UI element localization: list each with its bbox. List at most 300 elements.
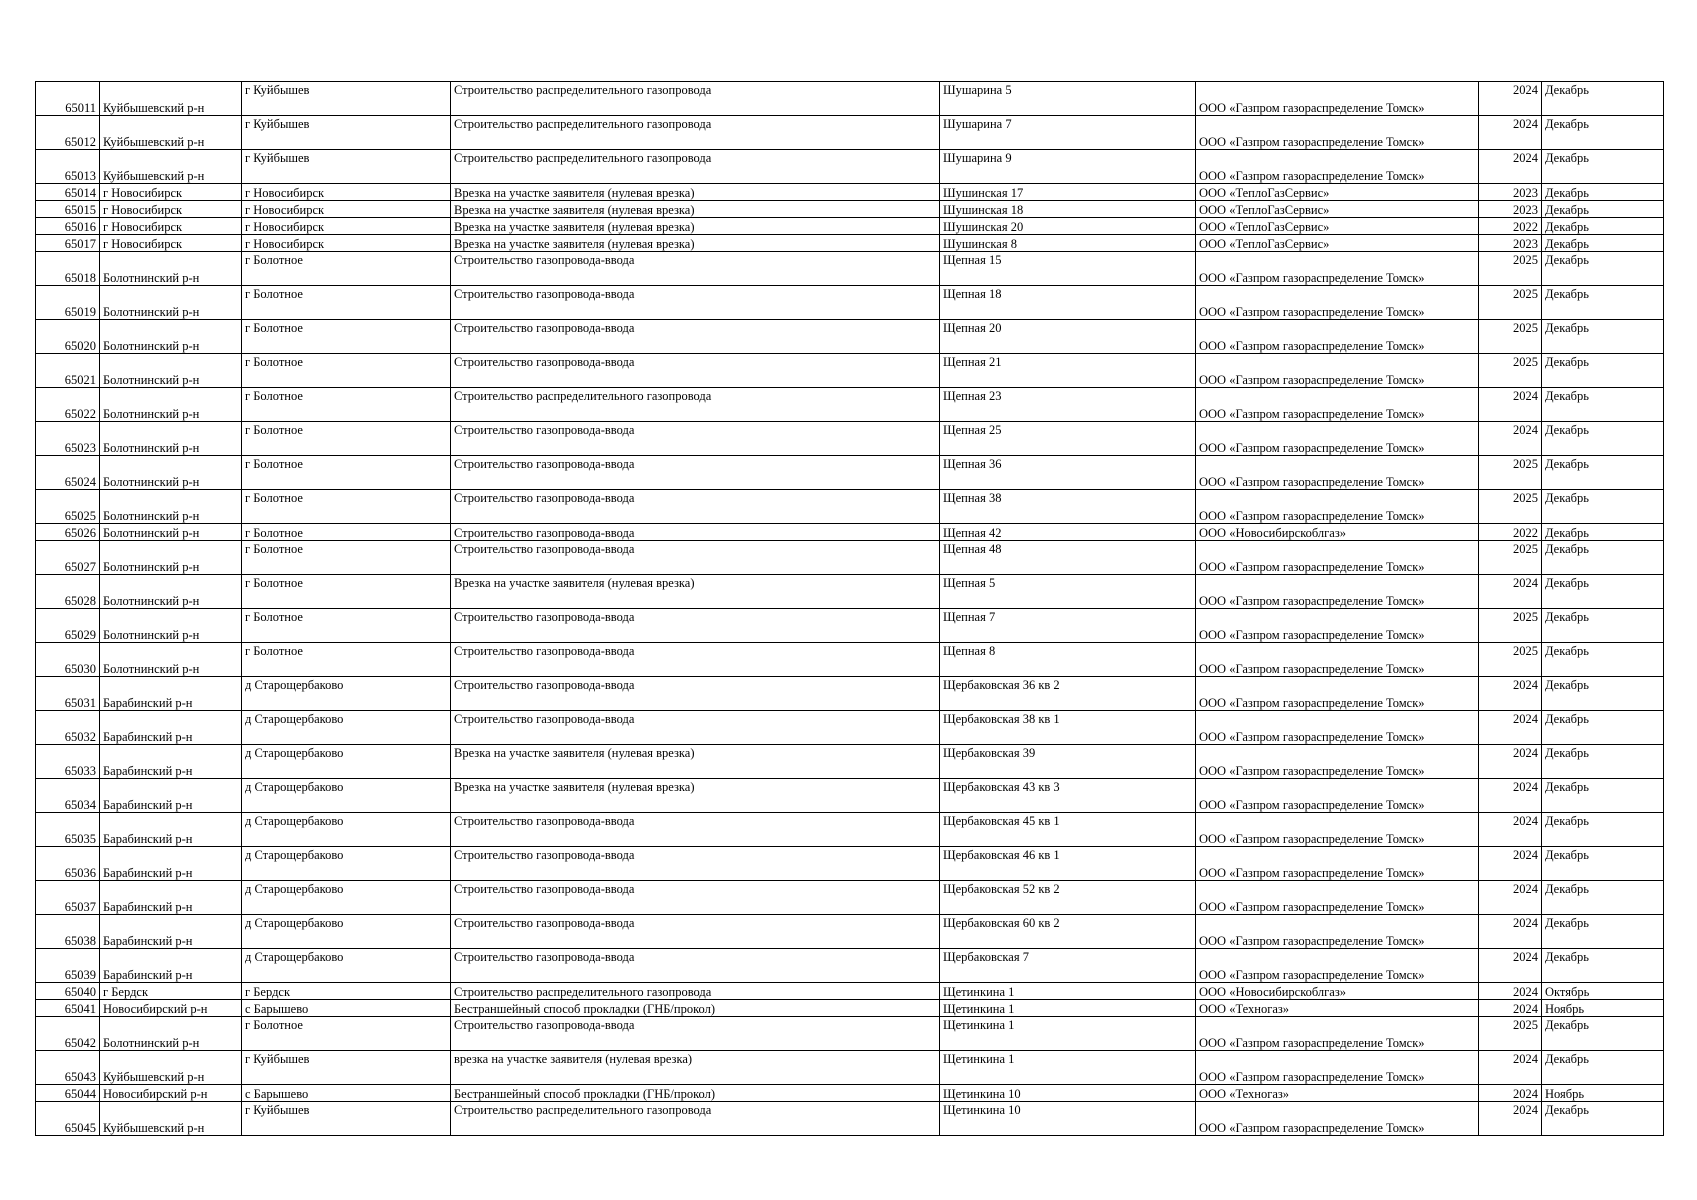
organization-cell: ООО «Газпром газораспределение Томск»	[1196, 779, 1479, 813]
month-cell: Декабрь	[1542, 235, 1664, 252]
year-cell: 2024	[1479, 1000, 1542, 1017]
address-cell: Щербаковская 45 кв 1	[940, 813, 1196, 847]
district-cell: г Новосибирск	[100, 218, 242, 235]
work-type-cell: Строительство газопровода-ввода	[451, 711, 940, 745]
table-row	[36, 949, 1664, 983]
year-cell: 2025	[1479, 1017, 1542, 1051]
year-cell: 2024	[1479, 915, 1542, 949]
organization-cell: ООО «Газпром газораспределение Томск»	[1196, 286, 1479, 320]
table-row	[36, 881, 1664, 915]
row-id-cell: 65040	[36, 983, 100, 1000]
settlement-cell: г Болотное	[242, 286, 451, 320]
settlement-cell: г Новосибирск	[242, 201, 451, 218]
row-id-cell: 65021	[36, 354, 100, 388]
month-cell: Октябрь	[1542, 983, 1664, 1000]
organization-cell: ООО «Газпром газораспределение Томск»	[1196, 881, 1479, 915]
work-type-cell: Бестраншейный способ прокладки (ГНБ/прокол)	[451, 1000, 940, 1017]
work-type-cell: врезка на участке заявителя (нулевая врезка)	[451, 1051, 940, 1085]
organization-cell: ООО «Газпром газораспределение Томск»	[1196, 320, 1479, 354]
table-row	[36, 1085, 1664, 1102]
settlement-cell: г Болотное	[242, 354, 451, 388]
work-type-cell: Строительство распределительного газопровода	[451, 388, 940, 422]
work-type-cell: Строительство газопровода-ввода	[451, 949, 940, 983]
table-row	[36, 116, 1664, 150]
year-cell: 2024	[1479, 422, 1542, 456]
organization-cell: ООО «ТеплоГазСервис»	[1196, 218, 1479, 235]
address-cell: Шушарина 9	[940, 150, 1196, 184]
address-cell: Щербаковская 60 кв 2	[940, 915, 1196, 949]
table-row	[36, 235, 1664, 252]
work-type-cell: Строительство газопровода-ввода	[451, 456, 940, 490]
month-cell: Декабрь	[1542, 490, 1664, 524]
address-cell: Щепная 38	[940, 490, 1196, 524]
settlement-cell: г Болотное	[242, 456, 451, 490]
organization-cell: ООО «Новосибирскоблгаз»	[1196, 524, 1479, 541]
gas-works-table	[35, 81, 1664, 1136]
organization-cell: ООО «Газпром газораспределение Томск»	[1196, 1102, 1479, 1136]
table-row	[36, 456, 1664, 490]
organization-cell: ООО «Газпром газораспределение Томск»	[1196, 388, 1479, 422]
year-cell: 2024	[1479, 711, 1542, 745]
settlement-cell: г Болотное	[242, 388, 451, 422]
address-cell: Шушарина 7	[940, 116, 1196, 150]
settlement-cell: г Болотное	[242, 252, 451, 286]
work-type-cell: Строительство распределительного газопровода	[451, 983, 940, 1000]
month-cell: Ноябрь	[1542, 1085, 1664, 1102]
district-cell: Болотнинский р-н	[100, 252, 242, 286]
settlement-cell: г Куйбышев	[242, 1051, 451, 1085]
organization-cell: ООО «Газпром газораспределение Томск»	[1196, 575, 1479, 609]
organization-cell: ООО «Газпром газораспределение Томск»	[1196, 422, 1479, 456]
district-cell: Болотнинский р-н	[100, 456, 242, 490]
row-id-cell: 65027	[36, 541, 100, 575]
address-cell: Щепная 48	[940, 541, 1196, 575]
gas-works-table-sheet	[35, 81, 1663, 1136]
settlement-cell: г Куйбышев	[242, 82, 451, 116]
work-type-cell: Строительство газопровода-ввода	[451, 915, 940, 949]
year-cell: 2024	[1479, 677, 1542, 711]
row-id-cell: 65038	[36, 915, 100, 949]
row-id-cell: 65016	[36, 218, 100, 235]
row-id-cell: 65025	[36, 490, 100, 524]
table-row	[36, 82, 1664, 116]
month-cell: Декабрь	[1542, 779, 1664, 813]
address-cell: Щепная 8	[940, 643, 1196, 677]
year-cell: 2024	[1479, 881, 1542, 915]
organization-cell: ООО «Газпром газораспределение Томск»	[1196, 252, 1479, 286]
settlement-cell: г Куйбышев	[242, 116, 451, 150]
work-type-cell: Строительство газопровода-ввода	[451, 1017, 940, 1051]
month-cell: Декабрь	[1542, 711, 1664, 745]
settlement-cell: г Новосибирск	[242, 235, 451, 252]
district-cell: г Новосибирск	[100, 201, 242, 218]
district-cell: Барабинский р-н	[100, 779, 242, 813]
address-cell: Щербаковская 39	[940, 745, 1196, 779]
address-cell: Щепная 15	[940, 252, 1196, 286]
row-id-cell: 65023	[36, 422, 100, 456]
row-id-cell: 65034	[36, 779, 100, 813]
row-id-cell: 65028	[36, 575, 100, 609]
row-id-cell: 65030	[36, 643, 100, 677]
organization-cell: ООО «ТеплоГазСервис»	[1196, 184, 1479, 201]
row-id-cell: 65017	[36, 235, 100, 252]
month-cell: Декабрь	[1542, 881, 1664, 915]
row-id-cell: 65019	[36, 286, 100, 320]
month-cell: Декабрь	[1542, 252, 1664, 286]
year-cell: 2025	[1479, 456, 1542, 490]
organization-cell: ООО «Новосибирскоблгаз»	[1196, 983, 1479, 1000]
district-cell: г Бердск	[100, 983, 242, 1000]
row-id-cell: 65022	[36, 388, 100, 422]
work-type-cell: Строительство распределительного газопровода	[451, 1102, 940, 1136]
address-cell: Щетинкина 1	[940, 983, 1196, 1000]
row-id-cell: 65042	[36, 1017, 100, 1051]
settlement-cell: г Болотное	[242, 524, 451, 541]
year-cell: 2024	[1479, 847, 1542, 881]
settlement-cell: с Барышево	[242, 1085, 451, 1102]
organization-cell: ООО «ТеплоГазСервис»	[1196, 201, 1479, 218]
settlement-cell: г Болотное	[242, 1017, 451, 1051]
settlement-cell: г Куйбышев	[242, 150, 451, 184]
month-cell: Декабрь	[1542, 524, 1664, 541]
organization-cell: ООО «ТеплоГазСервис»	[1196, 235, 1479, 252]
settlement-cell: с Барышево	[242, 1000, 451, 1017]
table-row	[36, 1102, 1664, 1136]
month-cell: Декабрь	[1542, 201, 1664, 218]
work-type-cell: Строительство газопровода-ввода	[451, 252, 940, 286]
year-cell: 2024	[1479, 949, 1542, 983]
settlement-cell: д Старощербаково	[242, 847, 451, 881]
organization-cell: ООО «Газпром газораспределение Томск»	[1196, 677, 1479, 711]
work-type-cell: Врезка на участке заявителя (нулевая врезка)	[451, 575, 940, 609]
address-cell: Щербаковская 36 кв 2	[940, 677, 1196, 711]
month-cell: Декабрь	[1542, 354, 1664, 388]
organization-cell: ООО «Газпром газораспределение Томск»	[1196, 354, 1479, 388]
table-row	[36, 252, 1664, 286]
year-cell: 2022	[1479, 524, 1542, 541]
organization-cell: ООО «Газпром газораспределение Томск»	[1196, 813, 1479, 847]
district-cell: Болотнинский р-н	[100, 524, 242, 541]
settlement-cell: д Старощербаково	[242, 745, 451, 779]
work-type-cell: Врезка на участке заявителя (нулевая врезка)	[451, 184, 940, 201]
year-cell: 2023	[1479, 201, 1542, 218]
year-cell: 2024	[1479, 388, 1542, 422]
address-cell: Щепная 25	[940, 422, 1196, 456]
district-cell: Новосибирский р-н	[100, 1085, 242, 1102]
address-cell: Щербаковская 43 кв 3	[940, 779, 1196, 813]
table-row	[36, 779, 1664, 813]
district-cell: Куйбышевский р-н	[100, 116, 242, 150]
table-row	[36, 286, 1664, 320]
address-cell: Шушинская 18	[940, 201, 1196, 218]
work-type-cell: Врезка на участке заявителя (нулевая врезка)	[451, 218, 940, 235]
district-cell: Болотнинский р-н	[100, 286, 242, 320]
district-cell: Болотнинский р-н	[100, 354, 242, 388]
work-type-cell: Строительство газопровода-ввода	[451, 643, 940, 677]
organization-cell: ООО «Газпром газораспределение Томск»	[1196, 1051, 1479, 1085]
settlement-cell: г Болотное	[242, 422, 451, 456]
month-cell: Декабрь	[1542, 643, 1664, 677]
settlement-cell: г Новосибирск	[242, 184, 451, 201]
row-id-cell: 65015	[36, 201, 100, 218]
settlement-cell: г Болотное	[242, 643, 451, 677]
year-cell: 2024	[1479, 116, 1542, 150]
year-cell: 2023	[1479, 184, 1542, 201]
settlement-cell: д Старощербаково	[242, 711, 451, 745]
table-row	[36, 1000, 1664, 1017]
table-row	[36, 354, 1664, 388]
settlement-cell: г Болотное	[242, 609, 451, 643]
table-row	[36, 1051, 1664, 1085]
district-cell: г Новосибирск	[100, 235, 242, 252]
table-row	[36, 609, 1664, 643]
table-row	[36, 541, 1664, 575]
table-row	[36, 643, 1664, 677]
address-cell: Щепная 21	[940, 354, 1196, 388]
address-cell: Щепная 7	[940, 609, 1196, 643]
organization-cell: ООО «Техногаз»	[1196, 1000, 1479, 1017]
address-cell: Щербаковская 52 кв 2	[940, 881, 1196, 915]
row-id-cell: 65014	[36, 184, 100, 201]
organization-cell: ООО «Газпром газораспределение Томск»	[1196, 609, 1479, 643]
row-id-cell: 65031	[36, 677, 100, 711]
work-type-cell: Строительство газопровода-ввода	[451, 609, 940, 643]
address-cell: Шушарина 5	[940, 82, 1196, 116]
work-type-cell: Строительство газопровода-ввода	[451, 354, 940, 388]
year-cell: 2024	[1479, 983, 1542, 1000]
table-row	[36, 201, 1664, 218]
work-type-cell: Бестраншейный способ прокладки (ГНБ/прокол)	[451, 1085, 940, 1102]
address-cell: Шушинская 17	[940, 184, 1196, 201]
district-cell: Барабинский р-н	[100, 711, 242, 745]
district-cell: г Новосибирск	[100, 184, 242, 201]
organization-cell: ООО «Газпром газораспределение Томск»	[1196, 1017, 1479, 1051]
address-cell: Щетинкина 10	[940, 1085, 1196, 1102]
address-cell: Щетинкина 1	[940, 1051, 1196, 1085]
work-type-cell: Строительство газопровода-ввода	[451, 320, 940, 354]
address-cell: Щербаковская 38 кв 1	[940, 711, 1196, 745]
address-cell: Щепная 23	[940, 388, 1196, 422]
organization-cell: ООО «Газпром газораспределение Томск»	[1196, 490, 1479, 524]
settlement-cell: г Бердск	[242, 983, 451, 1000]
row-id-cell: 65044	[36, 1085, 100, 1102]
settlement-cell: д Старощербаково	[242, 949, 451, 983]
year-cell: 2024	[1479, 150, 1542, 184]
month-cell: Декабрь	[1542, 575, 1664, 609]
table-row	[36, 711, 1664, 745]
year-cell: 2025	[1479, 609, 1542, 643]
settlement-cell: г Болотное	[242, 320, 451, 354]
settlement-cell: д Старощербаково	[242, 677, 451, 711]
table-row	[36, 983, 1664, 1000]
district-cell: Болотнинский р-н	[100, 422, 242, 456]
district-cell: Болотнинский р-н	[100, 541, 242, 575]
table-row	[36, 184, 1664, 201]
row-id-cell: 65013	[36, 150, 100, 184]
organization-cell: ООО «Газпром газораспределение Томск»	[1196, 915, 1479, 949]
table-row	[36, 1017, 1664, 1051]
settlement-cell: д Старощербаково	[242, 779, 451, 813]
month-cell: Декабрь	[1542, 813, 1664, 847]
settlement-cell: г Болотное	[242, 541, 451, 575]
month-cell: Декабрь	[1542, 541, 1664, 575]
month-cell: Декабрь	[1542, 184, 1664, 201]
month-cell: Декабрь	[1542, 949, 1664, 983]
year-cell: 2022	[1479, 218, 1542, 235]
table-row	[36, 150, 1664, 184]
table-row	[36, 524, 1664, 541]
year-cell: 2024	[1479, 1102, 1542, 1136]
district-cell: Болотнинский р-н	[100, 575, 242, 609]
year-cell: 2024	[1479, 779, 1542, 813]
district-cell: Барабинский р-н	[100, 949, 242, 983]
district-cell: Куйбышевский р-н	[100, 1102, 242, 1136]
district-cell: Новосибирский р-н	[100, 1000, 242, 1017]
month-cell: Декабрь	[1542, 609, 1664, 643]
row-id-cell: 65041	[36, 1000, 100, 1017]
row-id-cell: 65029	[36, 609, 100, 643]
district-cell: Болотнинский р-н	[100, 320, 242, 354]
work-type-cell: Строительство газопровода-ввода	[451, 881, 940, 915]
work-type-cell: Строительство газопровода-ввода	[451, 524, 940, 541]
row-id-cell: 65018	[36, 252, 100, 286]
row-id-cell: 65026	[36, 524, 100, 541]
month-cell: Декабрь	[1542, 456, 1664, 490]
year-cell: 2024	[1479, 745, 1542, 779]
organization-cell: ООО «Газпром газораспределение Томск»	[1196, 116, 1479, 150]
district-cell: Барабинский р-н	[100, 915, 242, 949]
organization-cell: ООО «Газпром газораспределение Томск»	[1196, 949, 1479, 983]
address-cell: Шушинская 20	[940, 218, 1196, 235]
year-cell: 2024	[1479, 82, 1542, 116]
organization-cell: ООО «Техногаз»	[1196, 1085, 1479, 1102]
year-cell: 2025	[1479, 354, 1542, 388]
settlement-cell: г Болотное	[242, 490, 451, 524]
month-cell: Ноябрь	[1542, 1000, 1664, 1017]
table-row	[36, 745, 1664, 779]
work-type-cell: Строительство газопровода-ввода	[451, 847, 940, 881]
address-cell: Щепная 36	[940, 456, 1196, 490]
address-cell: Щетинкина 1	[940, 1017, 1196, 1051]
district-cell: Барабинский р-н	[100, 847, 242, 881]
work-type-cell: Строительство газопровода-ввода	[451, 813, 940, 847]
settlement-cell: г Болотное	[242, 575, 451, 609]
table-row	[36, 490, 1664, 524]
year-cell: 2024	[1479, 575, 1542, 609]
month-cell: Декабрь	[1542, 847, 1664, 881]
table-row	[36, 915, 1664, 949]
district-cell: Куйбышевский р-н	[100, 150, 242, 184]
district-cell: Барабинский р-н	[100, 881, 242, 915]
address-cell: Щербаковская 7	[940, 949, 1196, 983]
organization-cell: ООО «Газпром газораспределение Томск»	[1196, 711, 1479, 745]
address-cell: Щетинкина 1	[940, 1000, 1196, 1017]
address-cell: Щепная 20	[940, 320, 1196, 354]
district-cell: Болотнинский р-н	[100, 388, 242, 422]
organization-cell: ООО «Газпром газораспределение Томск»	[1196, 541, 1479, 575]
year-cell: 2025	[1479, 490, 1542, 524]
work-type-cell: Врезка на участке заявителя (нулевая врезка)	[451, 779, 940, 813]
settlement-cell: д Старощербаково	[242, 813, 451, 847]
district-cell: Болотнинский р-н	[100, 490, 242, 524]
work-type-cell: Врезка на участке заявителя (нулевая врезка)	[451, 201, 940, 218]
month-cell: Декабрь	[1542, 1102, 1664, 1136]
district-cell: Болотнинский р-н	[100, 609, 242, 643]
settlement-cell: д Старощербаково	[242, 915, 451, 949]
organization-cell: ООО «Газпром газораспределение Томск»	[1196, 150, 1479, 184]
table-row	[36, 320, 1664, 354]
month-cell: Декабрь	[1542, 745, 1664, 779]
work-type-cell: Строительство газопровода-ввода	[451, 286, 940, 320]
district-cell: Барабинский р-н	[100, 813, 242, 847]
month-cell: Декабрь	[1542, 150, 1664, 184]
year-cell: 2024	[1479, 1085, 1542, 1102]
month-cell: Декабрь	[1542, 82, 1664, 116]
district-cell: Барабинский р-н	[100, 745, 242, 779]
district-cell: Барабинский р-н	[100, 677, 242, 711]
year-cell: 2023	[1479, 235, 1542, 252]
row-id-cell: 65011	[36, 82, 100, 116]
work-type-cell: Строительство распределительного газопровода	[451, 116, 940, 150]
organization-cell: ООО «Газпром газораспределение Томск»	[1196, 456, 1479, 490]
row-id-cell: 65036	[36, 847, 100, 881]
work-type-cell: Строительство распределительного газопровода	[451, 82, 940, 116]
organization-cell: ООО «Газпром газораспределение Томск»	[1196, 82, 1479, 116]
month-cell: Декабрь	[1542, 218, 1664, 235]
address-cell: Щербаковская 46 кв 1	[940, 847, 1196, 881]
work-type-cell: Строительство газопровода-ввода	[451, 677, 940, 711]
row-id-cell: 65024	[36, 456, 100, 490]
month-cell: Декабрь	[1542, 286, 1664, 320]
row-id-cell: 65035	[36, 813, 100, 847]
row-id-cell: 65043	[36, 1051, 100, 1085]
row-id-cell: 65033	[36, 745, 100, 779]
row-id-cell: 65020	[36, 320, 100, 354]
table-row	[36, 575, 1664, 609]
district-cell: Болотнинский р-н	[100, 643, 242, 677]
organization-cell: ООО «Газпром газораспределение Томск»	[1196, 847, 1479, 881]
table-row	[36, 218, 1664, 235]
month-cell: Декабрь	[1542, 116, 1664, 150]
organization-cell: ООО «Газпром газораспределение Томск»	[1196, 643, 1479, 677]
year-cell: 2025	[1479, 286, 1542, 320]
work-type-cell: Врезка на участке заявителя (нулевая врезка)	[451, 235, 940, 252]
settlement-cell: д Старощербаково	[242, 881, 451, 915]
district-cell: Куйбышевский р-н	[100, 1051, 242, 1085]
work-type-cell: Строительство газопровода-ввода	[451, 422, 940, 456]
address-cell: Щепная 42	[940, 524, 1196, 541]
work-type-cell: Строительство распределительного газопровода	[451, 150, 940, 184]
organization-cell: ООО «Газпром газораспределение Томск»	[1196, 745, 1479, 779]
year-cell: 2025	[1479, 643, 1542, 677]
year-cell: 2025	[1479, 541, 1542, 575]
work-type-cell: Строительство газопровода-ввода	[451, 490, 940, 524]
row-id-cell: 65045	[36, 1102, 100, 1136]
table-row	[36, 813, 1664, 847]
address-cell: Щетинкина 10	[940, 1102, 1196, 1136]
table-row	[36, 677, 1664, 711]
row-id-cell: 65039	[36, 949, 100, 983]
address-cell: Щепная 18	[940, 286, 1196, 320]
month-cell: Декабрь	[1542, 388, 1664, 422]
table-row	[36, 388, 1664, 422]
address-cell: Щепная 5	[940, 575, 1196, 609]
year-cell: 2025	[1479, 320, 1542, 354]
month-cell: Декабрь	[1542, 1051, 1664, 1085]
year-cell: 2024	[1479, 1051, 1542, 1085]
table-row	[36, 422, 1664, 456]
settlement-cell: г Куйбышев	[242, 1102, 451, 1136]
